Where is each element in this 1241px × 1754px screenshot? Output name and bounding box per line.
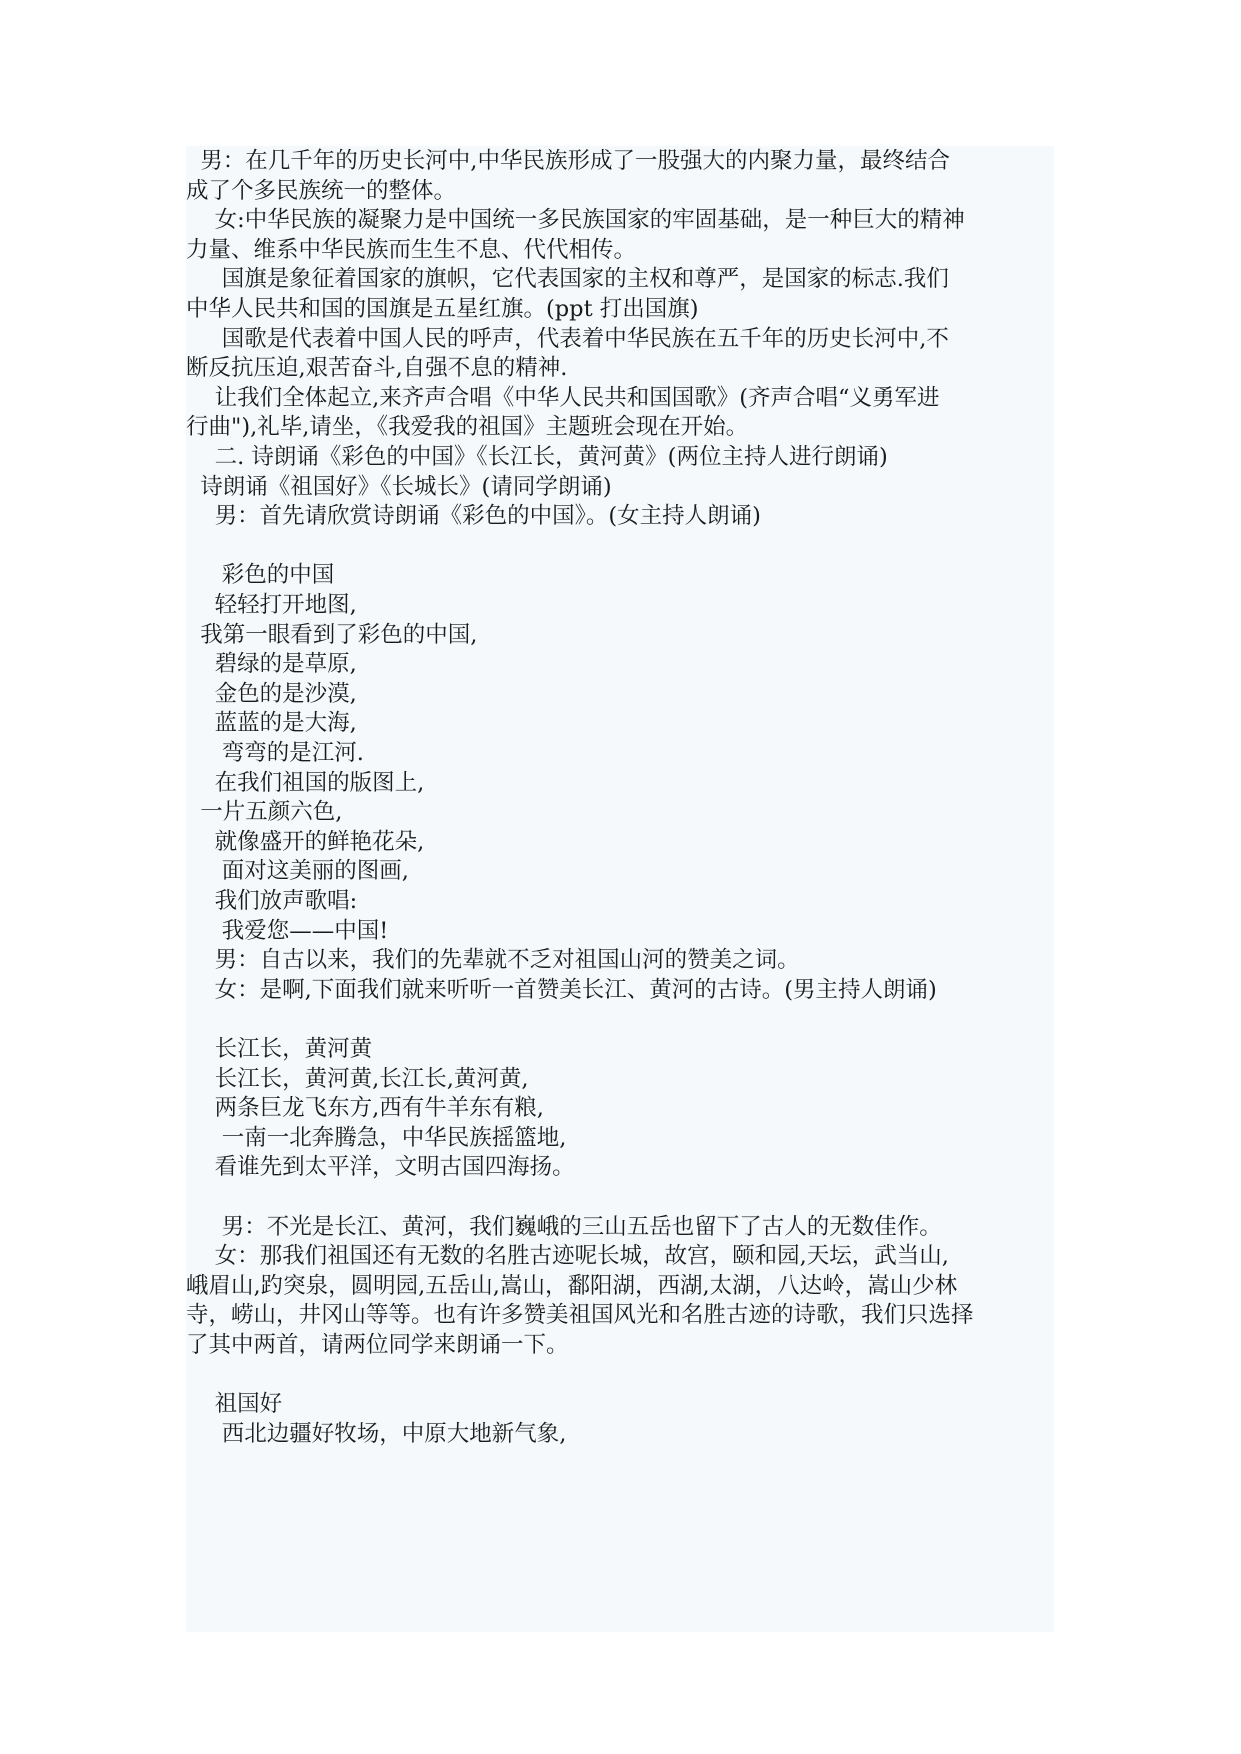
text-line: 国歌是代表着中国人民的呼声，代表着中华民族在五千年的历史长河中,不 (186, 325, 949, 352)
text-line: 面对这美丽的图画, (186, 858, 409, 885)
text-line: 男：自古以来，我们的先辈就不乏对祖国山河的赞美之词。 (186, 947, 800, 974)
text-line: 男：首先请欣赏诗朗诵《彩色的中国》。(女主持人朗诵) (186, 503, 761, 530)
text-line: 轻轻打开地图, (186, 592, 357, 618)
text-line: 女:中华民族的凝聚力是中国统一多民族国家的牢固基础，是一种巨大的精神 (186, 207, 965, 234)
text-line: 一片五颜六色, (186, 799, 343, 826)
text-line: 一南一北奔腾急，中华民族摇篮地, (186, 1124, 567, 1151)
text-line: 中华人民共和国的国旗是五星红旗。(ppt 打出国旗) (186, 296, 699, 322)
text-line: 寺，崂山，井冈山等等。也有许多赞美祖国风光和名胜古迹的诗歌，我们只选择 (186, 1302, 974, 1329)
text-line: 国旗是象征着国家的旗帜，它代表国家的主权和尊严，是国家的标志.我们 (186, 266, 949, 293)
text-line: 弯弯的是江河. (186, 740, 364, 766)
text-line: 西北边疆好牧场，中原大地新气象, (186, 1420, 567, 1447)
text-line: 蓝蓝的是大海, (186, 710, 357, 737)
text-line: 金色的是沙漠, (186, 680, 357, 707)
text-line: 彩色的中国 (186, 562, 335, 589)
text-line: 女：是啊,下面我们就来听听一首赞美长江、黄河的古诗。(男主持人朗诵) (186, 976, 937, 1003)
text-line: 我第一眼看到了彩色的中国, (186, 621, 478, 648)
document-page (186, 146, 1054, 1632)
text-line: 两条巨龙飞东方,西有牛羊东有粮, (186, 1095, 544, 1122)
text-line: 看谁先到太平洋，文明古国四海扬。 (186, 1154, 575, 1181)
text-line: 让我们全体起立,来齐声合唱《中华人民共和国国歌》(齐声合唱“义勇军进 (186, 384, 940, 411)
text-line: 就像盛开的鲜艳花朵, (186, 828, 425, 855)
text-line: 行曲"),礼毕,请坐，《我爱我的祖国》主题班会现在开始。 (186, 414, 749, 441)
text-line: 长江长，黄河黄,长江长,黄河黄, (186, 1065, 529, 1092)
text-line: 男：不光是长江、黄河，我们巍峨的三山五岳也留下了古人的无数佳作。 (186, 1213, 942, 1240)
text-line: 力量、维系中华民族而生生不息、代代相传。 (186, 236, 637, 263)
text-line: 了其中两首，请两位同学来朗诵一下。 (186, 1332, 569, 1358)
text-line: 我们放声歌唱: (186, 888, 358, 914)
text-line: 男：在几千年的历史长河中,中华民族形成了一股强大的内聚力量，最终结合 (186, 148, 950, 174)
text-line: 祖国好 (186, 1391, 283, 1418)
text-line: 长江长，黄河黄 (186, 1036, 373, 1062)
text-line: 成了个多民族统一的整体。 (186, 177, 457, 204)
text-line: 女：那我们祖国还有无数的名胜古迹呢长城，故宫，颐和园,天坛，武当山, (186, 1243, 949, 1270)
text-line: 在我们祖国的版图上, (186, 769, 425, 796)
text-line: 断反抗压迫,艰苦奋斗,自强不息的精神. (186, 355, 568, 382)
text-line: 诗朗诵《祖国好》《长城长》(请同学朗诵) (186, 473, 612, 500)
text-line: 峨眉山,趵突泉，圆明园,五岳山,嵩山，鄱阳湖，西湖,太湖，八达岭，嵩山少林 (186, 1272, 958, 1299)
text-line: 我爱您——中国! (186, 917, 389, 944)
text-line: 二. 诗朗诵《彩色的中国》《长江长，黄河黄》(两位主持人进行朗诵) (186, 444, 888, 470)
text-line: 碧绿的是草原, (186, 651, 357, 678)
